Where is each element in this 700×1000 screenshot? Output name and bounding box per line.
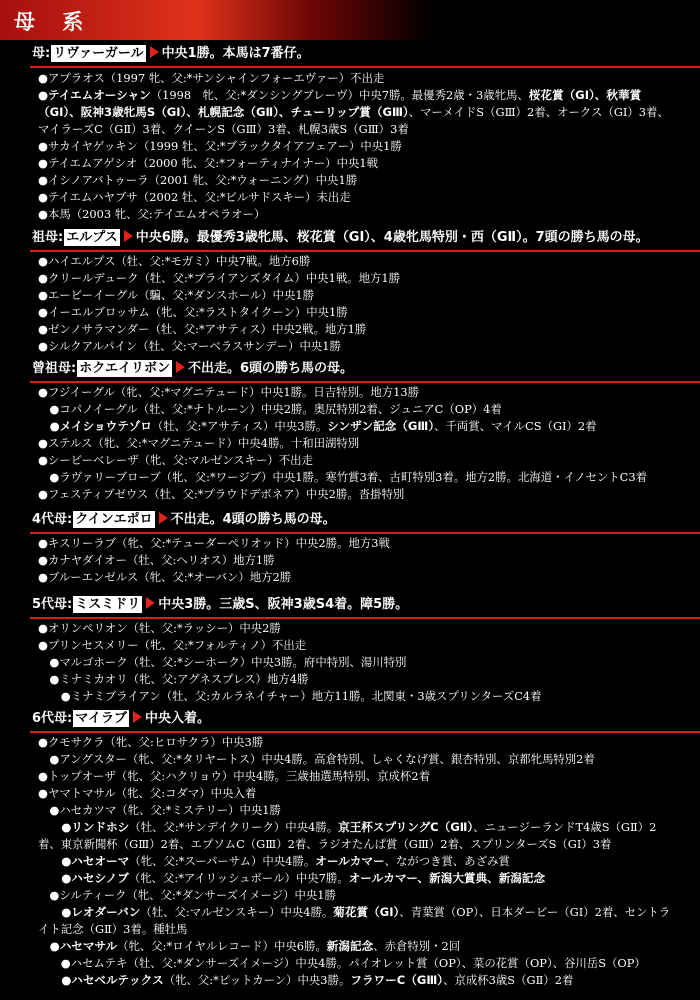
list-item-bold: 桜花賞（GⅠ）、秋華賞（GⅠ）、阪神3歳牝馬S（GⅠ）、札幌記念（GⅡ）、チューリップ賞（GⅢ）	[38, 88, 642, 119]
heading-summary: 不出走。6頭の勝ち馬の母。	[187, 361, 353, 376]
list-item	[38, 853, 700, 870]
horse-name-highlight: エルプス	[66, 230, 118, 245]
list-item-name: ●ハセマサル	[38, 939, 118, 953]
list-item: ●アプラオス（1997 牝、父:*サンシャインフォーエヴァー）不出走	[38, 71, 385, 85]
section-heading	[0, 42, 700, 66]
list-item: ●ハセカツマ（牝、父:*ミステリー）中央1勝	[38, 803, 281, 817]
section-4th-dam	[0, 508, 700, 586]
section-heading	[0, 226, 700, 250]
list-item	[38, 904, 678, 938]
red-triangle-icon	[133, 711, 142, 723]
heading-label: 祖母:	[32, 230, 64, 245]
list-item-bold: 京王杯スプリングC（GⅡ）	[338, 820, 474, 834]
heading-label: 6代母:	[32, 711, 73, 726]
heading-label: 曾祖母:	[32, 361, 77, 376]
list-item-name: ●ハセシノブ	[38, 871, 129, 885]
list-item: ●テイエムアゲシオ（2000 牝、父:*フォーティナイナー）中央1戦	[38, 156, 378, 170]
list-item-name: ●レオダーバン	[38, 905, 141, 919]
list-item: ●ブルーエンゼルス（牝、父:*オーバン）地方2勝	[38, 570, 292, 584]
list-item-bold: オールカマー、新潟大賞典、新潟記念	[348, 871, 546, 885]
list-item: ●フェスティブゼウス（牡、父:*プラウドデボネア）中央2勝。沓掛特別	[38, 487, 405, 501]
list-item: ●フジイーグル（牝、父:*マグニテュード）中央1勝。日吉特別。地方13勝	[38, 385, 419, 399]
list-item: ●シルティーク（牝、父:*ダンサーズイメージ）中央1勝	[38, 888, 336, 902]
list-item	[38, 418, 700, 435]
list-item: ●ステルス（牝、父:*マグニテュード）中央4勝。十和田湖特別	[38, 436, 360, 450]
list-item-text: 、青葉賞（OP）、日本ダービー（GI）2着、セントライト記念（GⅡ）3着。種牡馬	[38, 905, 671, 936]
list-item: ●ヤマトマサル（牝、父:コダマ）中央入着	[38, 786, 257, 800]
heading-summary: 中央1勝。本馬は7番仔。	[161, 46, 310, 61]
list-item-text: 、千両賞、マイルCS（GI）2着	[434, 419, 597, 433]
section-5th-dam	[0, 593, 700, 705]
list-item-text: （牝、父:*アイリッシュボール）中央7勝。	[128, 871, 349, 885]
list-item-name: ●テイエムオーシャン	[38, 88, 151, 102]
list-item	[38, 870, 700, 887]
section-heading	[0, 508, 700, 532]
list-item-name: ●メイショウテゾロ	[38, 419, 152, 433]
red-triangle-icon	[159, 512, 168, 524]
list-item: ●サカイヤゲッキン（1999 牡、父:*ブラックタイアフェアー）中央1勝	[38, 139, 402, 153]
list-item: ●エービーイーグル（騙、父:*ダンスホール）中央1勝	[38, 288, 315, 302]
list-item: ●アングスター（牝、父:*タリヤートス）中央4勝。高倉特別、しゃくなげ賞、銀杏特別、京都牝馬特別2着	[38, 752, 595, 766]
list-item: ●コパノイーグル（牡、父:*ナトルーン）中央2勝。奥尻特別2着、ジュニアC（OP）4着	[38, 402, 502, 416]
list-item-bold: フラワーC（GⅢ）	[350, 973, 444, 987]
heading-label: 4代母:	[32, 512, 73, 527]
list-item	[38, 938, 700, 955]
list-item-bold: 菊花賞（GI）	[333, 905, 400, 919]
list-item-text: （牡、父:*サンデイクリーク）中央4勝。	[129, 820, 339, 834]
list-item-bold: 新潟記念	[326, 939, 374, 953]
list-item-name: ●ハセオーマ	[38, 854, 130, 868]
horse-name-highlight: ミスミドリ	[75, 597, 141, 612]
list-item: ●ハイエルプス（牡、父:*モガミ）中央7戦。地方6勝	[38, 254, 311, 268]
red-triangle-icon	[146, 597, 155, 609]
section-great-grandmother	[0, 357, 700, 503]
list-item: ●本馬（2003 牝、父:テイエムオペラオー）	[38, 207, 266, 221]
list-item-name: ●リンドホシ	[38, 820, 130, 834]
list-item: ●ゼンノサラマンダー（牡、父:*アサティス）中央2戦。地方1勝	[38, 322, 367, 336]
list-item: ●ミナミカオリ（牝、父:アグネスプレス）地方4勝	[38, 672, 309, 686]
list-item: ●シルクアルパイン（牡、父:マーベラスサンデー）中央1勝	[38, 339, 341, 353]
list-item: ●プリンセスメリー（牝、父:*フォルティノ）不出走	[38, 638, 307, 652]
heading-label: 5代母:	[32, 597, 73, 612]
section-heading	[0, 707, 700, 731]
list-item: ●キスリーラブ（牝、父:*テューダーペリオッド）中央2勝。地方3戦	[38, 536, 390, 550]
list-item-text: （1998 牝、父:*ダンシングブレーヴ）中央7勝。最優秀2歳・3歳牝馬、	[150, 88, 529, 102]
list-item	[38, 972, 700, 989]
horse-name-highlight: マイラブ	[75, 711, 127, 726]
red-triangle-icon	[150, 46, 159, 58]
list-item-bold: シンザン記念（GⅢ）	[327, 419, 435, 433]
section-heading	[0, 593, 700, 617]
page-title: 母 系	[14, 10, 94, 34]
list-item-text: （牝、父:*スーパーサム）中央4勝。	[129, 854, 316, 868]
heading-summary: 中央3勝。三歳S、阪神3歳S4着。障5勝。	[158, 597, 409, 612]
list-item: ●シービーベレーザ（牝、父:マルゼンスキー）不出走	[38, 453, 313, 467]
list-item-text: （牡、父:マルゼンスキー）中央4勝。	[140, 905, 334, 919]
list-item	[38, 819, 678, 853]
heading-summary: 中央6勝。最優秀3歳牝馬、桜花賞（GI）、4歳牝馬特別・西（GⅡ）。7頭の勝ち馬の母。	[135, 230, 649, 245]
list-item: ●テイエムハヤブサ（2002 牡、父:*ビルサドスキー）未出走	[38, 190, 351, 204]
list-item-text: （牝、父:*ビットカーン）中央3勝。	[163, 973, 351, 987]
list-item-text: （牡、父:*アサティス）中央3勝。	[151, 419, 328, 433]
list-item: ●イーエルブロッサム（牝、父:*ラストタイクーン）中央1勝	[38, 305, 348, 319]
list-item: ●オリンペリオン（牡、父:*ラッシー）中央2勝	[38, 621, 281, 635]
horse-name-highlight: クインエポロ	[75, 512, 153, 527]
list-item-text: 、ニュージーランドT4歳S（GⅡ）2着、東京新聞杯（GⅢ）2着、エプソムC（GⅢ）2着、ラジオたんぱ賞（GⅢ）2着、スプリンターズS（GI）3着	[38, 820, 657, 851]
list-item: ●ラヴァリーブローブ（牝、父:*ワージブ）中央1勝。寒竹賞3着、古町特別3着。地方2勝。北海道・イノセントC3着	[38, 470, 648, 484]
horse-name-highlight: リヴァーガール	[53, 46, 144, 61]
list-item-name: ●ハセベルテックス	[38, 973, 164, 987]
list-item-bold: オールカマー	[315, 854, 385, 868]
list-item-text: （牝、父:*ロイヤルレコード）中央6勝。	[117, 939, 327, 953]
section-heading	[0, 357, 700, 381]
section-grandmother	[0, 226, 700, 355]
list-item: ●カナヤダイオー（牡、父:ヘリオス）地方1勝	[38, 553, 275, 567]
section-mother	[0, 42, 700, 223]
list-item-text: 、京成杯3歳S（GⅡ）2着	[443, 973, 574, 987]
list-item-text: 、マーメイドS（GⅢ）2着、オークス（GⅠ）3着、マイラーズC（GⅡ）3着、クイーンS（GⅢ）3着、札幌3歳S（GⅢ）3着	[38, 105, 669, 136]
red-triangle-icon	[176, 361, 185, 373]
red-triangle-icon	[124, 230, 133, 242]
list-item: ●トップオーザ（牝、父:ハクリョウ）中央4勝。三歳抽選馬特別、京成杯2着	[38, 769, 430, 783]
heading-label: 母:	[32, 46, 51, 61]
list-item-text: 、ながつき賞、あざみ賞	[384, 854, 510, 868]
horse-name-highlight: ホクエイリボン	[79, 361, 170, 376]
list-item	[38, 87, 678, 138]
list-item: ●ミナミブライアン（牡、父:カルラネイチャー）地方11勝。北関東・3歳スプリンターズC4着	[38, 689, 542, 703]
heading-summary: 中央入着。	[145, 711, 211, 726]
list-item-text: 、赤倉特別・2回	[373, 939, 461, 953]
heading-summary: 不出走。4頭の勝ち馬の母。	[170, 512, 336, 527]
section-6th-dam	[0, 707, 700, 989]
list-item: ●クリールデューク（牡、父:*ブライアンズタイム）中央1戦。地方1勝	[38, 271, 401, 285]
list-item: ●ハセムテキ（牡、父:*ダンサーズイメージ）中央4勝。パイオレット賞（OP）、菜の花賞（OP）、谷川岳S（OP）	[38, 956, 646, 970]
list-item: ●イシノアバトゥーラ（2001 牝、父:*ウォーニング）中央1勝	[38, 173, 358, 187]
title-band	[0, 0, 700, 40]
list-item: ●マルゴホーク（牡、父:*シーホーク）中央3勝。府中特別、湯川特別	[38, 655, 407, 669]
list-item: ●クモサクラ（牝、父:ヒロサクラ）中央3勝	[38, 735, 264, 749]
